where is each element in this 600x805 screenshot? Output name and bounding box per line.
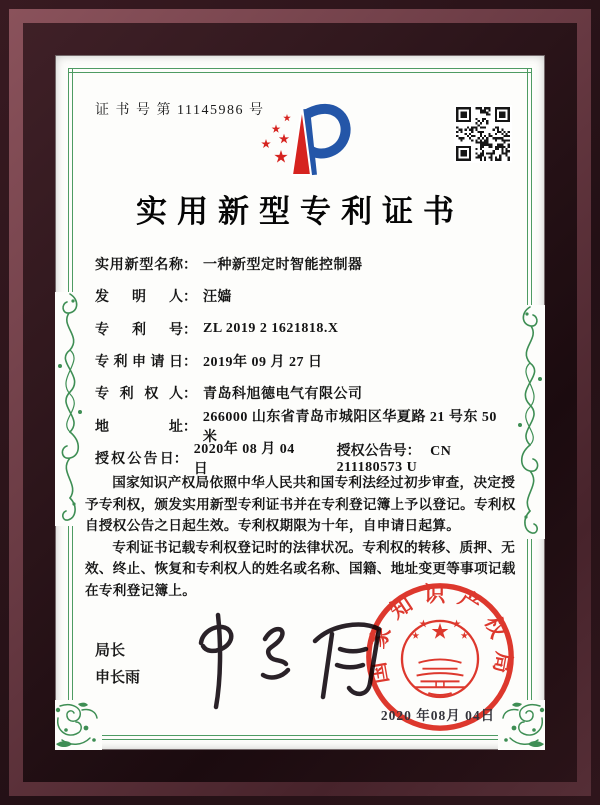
grant-number-pair: 授权公告号： CN 211180573 U — [336, 443, 452, 475]
field-value: CN 211180573 U — [336, 443, 452, 475]
director-name: 申长雨 — [95, 670, 141, 686]
field-row-name: 实用新型名称 ： 一种新型定时智能控制器 — [95, 248, 515, 280]
field-row-patent-number: 专利号 ： ZL 2019 2 1621818.X — [95, 320, 339, 338]
field-row-grant: 授权公告日 ： 2020年 08 月 04 日 授权公告号： CN 211180573 U — [95, 442, 515, 474]
director-title: 局长 — [95, 643, 126, 659]
field-value: 2020年 08 月 04 日 — [193, 441, 295, 477]
field-value: 青岛科旭德电气有限公司 — [203, 387, 363, 403]
field-label: 专利权人 — [95, 387, 183, 403]
director-block — [95, 638, 140, 692]
field-value: ZL 2019 2 1621818.X — [203, 320, 339, 336]
field-row-patentee: 专利权人 ： 青岛科旭德电气有限公司 — [95, 377, 515, 409]
field-label: 地址 — [95, 419, 183, 435]
certificate-number: 证 书 号 第 11145986 号 — [95, 103, 265, 118]
legal-paragraph-2: 专利证书记载专利权登记时的法律状况。专利权的转移、质押、无效、终止、恢复和专利权人的姓名或名称、国籍、地址变更等事项记载在专利登记簿上。 — [85, 539, 516, 598]
seal-ring-text: 国家知识产权局 — [363, 582, 517, 686]
field-label: 发明人 — [95, 290, 183, 306]
national-emblem-icon — [402, 620, 478, 697]
field-value: 一种新型定时智能控制器 — [203, 258, 363, 274]
floral-corner-left-icon — [55, 700, 102, 750]
field-label: 专利号 — [95, 322, 183, 338]
certificate-paper — [55, 55, 545, 750]
field-label: 实用新型名称 — [95, 258, 183, 274]
border-line-bottom — [68, 735, 532, 740]
field-value: 2019年 09 月 27 日 — [203, 355, 323, 371]
field-row-filing-date: 专利申请日 ： 2019年 09 月 27 日 — [95, 345, 515, 377]
certificate-title: 实用新型专利证书 — [136, 194, 464, 229]
field-label: 授权公告日 — [95, 451, 174, 467]
qr-code-icon — [454, 105, 512, 163]
field-value: 汪嫱 — [203, 290, 232, 306]
field-label: 专利申请日 — [95, 355, 183, 371]
legal-paragraph-1: 国家知识产权局依照中华人民共和国专利法经过初步审查，决定授予专利权，颁发实用新型专利证书并在专利登记簿上予以登记。专利权自授权公告之日起生效。专利权期限为十年，自申请日起算。 — [85, 475, 516, 534]
field-row-address: 地址 ： 266000 山东省青岛市城阳区华夏路 21 号东 50 米 — [95, 409, 515, 441]
field-value: 266000 山东省青岛市城阳区华夏路 21 号东 50 米 — [202, 409, 497, 445]
seal-date: 2020 年08月 04日 — [380, 708, 496, 723]
field-row-inventor: 发明人 ： 汪嫱 — [95, 280, 515, 312]
field-label: 授权公告号 — [336, 443, 407, 459]
field-list — [95, 248, 515, 477]
cnipa-logo-icon — [251, 93, 357, 183]
border-line-top — [68, 68, 532, 73]
